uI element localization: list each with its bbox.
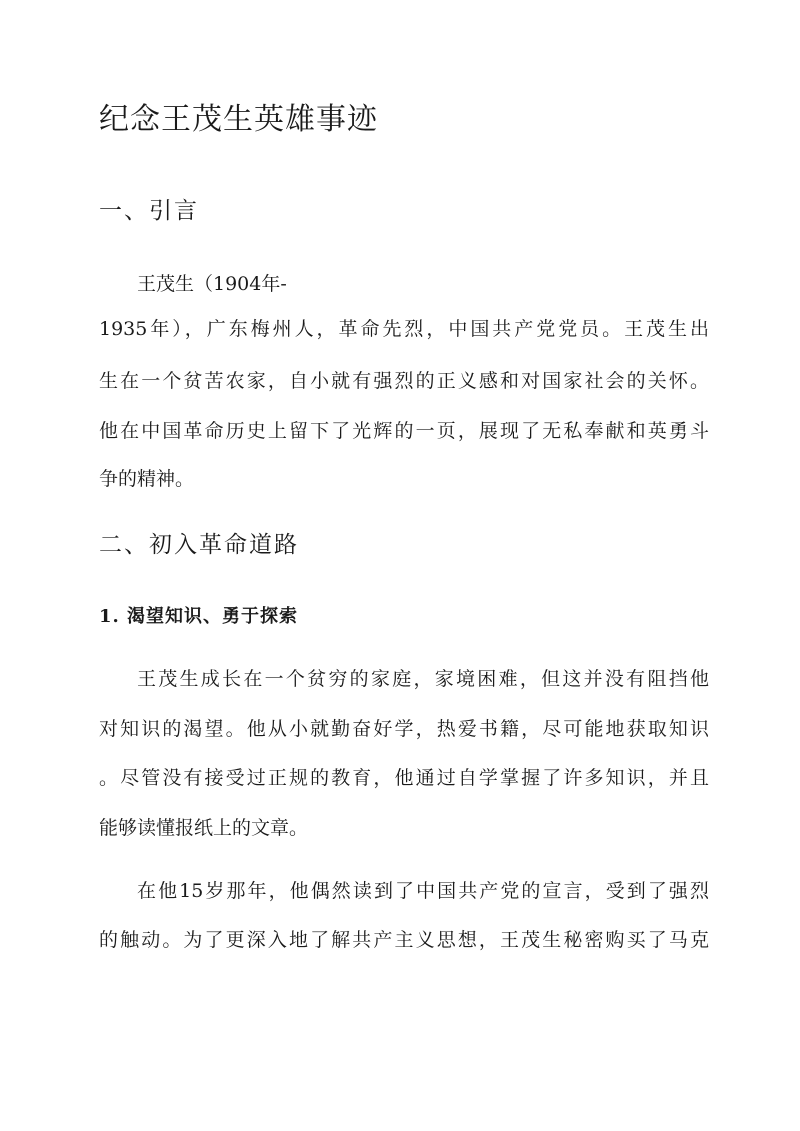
paragraph-line: 对知识的渴望。他从小就勤奋好学，热爱书籍，尽可能地获取知识 [99,718,709,740]
paragraph-line: 在他15岁那年，他偶然读到了中国共产党的宣言，受到了强烈 [137,880,709,902]
section-heading-introduction: 一、引言 [99,198,199,224]
document-title: 纪念王茂生英雄事迹 [99,102,378,137]
paragraph-line: 王茂生成长在一个贫穷的家庭，家境困难，但这并没有阻挡他 [137,668,709,690]
paragraph-line: 。尽管没有接受过正规的教育，他通过自学掌握了许多知识，并且 [99,767,709,789]
paragraph-line: 王茂生（1904年- [137,273,287,295]
paragraph-line: 1935年），广东梅州人，革命先烈，中国共产党党员。王茂生出 [99,318,709,340]
subsection-heading-knowledge: 1. 渴望知识、勇于探索 [99,606,299,627]
section-heading-early-revolution: 二、初入革命道路 [99,532,299,558]
paragraph-line: 能够读懂报纸上的文章。 [99,817,309,839]
paragraph-line: 争的精神。 [99,468,195,490]
paragraph-line: 的触动。为了更深入地了解共产主义思想，王茂生秘密购买了马克 [99,929,709,951]
paragraph-line: 他在中国革命历史上留下了光辉的一页，展现了无私奉献和英勇斗 [99,420,709,442]
paragraph-line: 生在一个贫苦农家，自小就有强烈的正义感和对国家社会的关怀。 [99,370,709,392]
